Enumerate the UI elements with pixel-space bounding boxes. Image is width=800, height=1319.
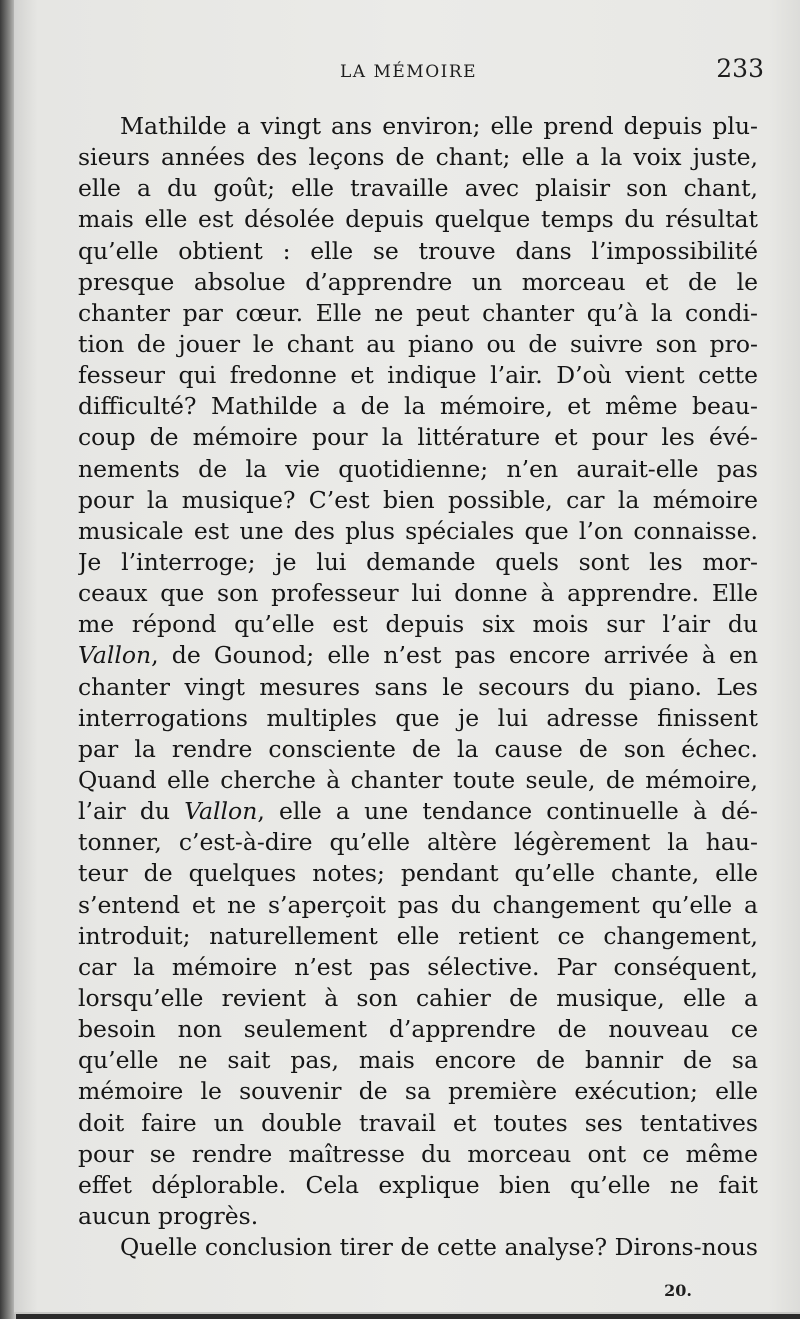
text-line: sieurs années des leçons de chant; elle a la voix juste, [78, 143, 758, 172]
text-line: interrogations multiples que je lui adresse finissent [78, 703, 758, 732]
text-line: par la rendre consciente de la cause de son échec. [78, 734, 758, 763]
work-title: Vallon [184, 797, 258, 826]
text-line: nements de la vie quotidienne; n’en aurait-elle pas [78, 454, 758, 483]
text-line: Vallon, de Gounod; elle n’est pas encore arrivée à en [78, 641, 758, 670]
running-title: LA MÉMOIRE [340, 62, 478, 82]
text-line: musicale est une des plus spéciales que l’on connaisse. [78, 516, 758, 545]
text-line: elle a du goût; elle travaille avec plaisir son chant, [78, 174, 758, 203]
text-line: presque absolue d’apprendre un morceau et de le [78, 267, 758, 296]
text-line: mais elle est désolée depuis quelque temps du résultat [78, 205, 758, 234]
text-line: Mathilde a vingt ans environ; elle prend depuis plu- [120, 112, 758, 140]
text-line: effet déplorable. Cela explique bien qu’elle ne fait [78, 1170, 758, 1199]
text-line: fesseur qui fredonne et indique l’air. D’où vient cette [78, 361, 758, 390]
page-number: 233 [716, 54, 764, 83]
text-line: car la mémoire n’est pas sélective. Par conséquent, [78, 952, 758, 981]
text-line: pour se rendre maîtresse du morceau ont ce même [78, 1139, 758, 1168]
page-header [14, 52, 800, 92]
text-line: introduit; naturellement elle retient ce changement, [78, 921, 758, 950]
text-line: s’entend et ne s’aperçoit pas du changement qu’elle a [78, 890, 758, 919]
text-line: l’air du Vallon, elle a une tendance continuelle à dé- [78, 797, 758, 826]
text-line: Quelle conclusion tirer de cette analyse? Dirons-nous [120, 1233, 758, 1262]
text-line: chanter vingt mesures sans le secours du piano. Les [78, 672, 758, 701]
text-line: coup de mémoire pour la littérature et pour les évé- [78, 423, 758, 452]
signature-mark: 20. [664, 1281, 692, 1300]
text-line: qu’elle ne sait pas, mais encore de bannir de sa [78, 1046, 758, 1075]
text-line: doit faire un double travail et toutes ses tentatives [78, 1108, 758, 1137]
text-line: me répond qu’elle est depuis six mois sur l’air du [78, 610, 758, 639]
body-text [78, 111, 758, 1263]
book-page [14, 0, 800, 1314]
work-title: Vallon [78, 641, 152, 670]
text-line: qu’elle obtient : elle se trouve dans l’impossibilité [78, 236, 758, 265]
text-line: mémoire le souvenir de sa première exécution; elle [78, 1077, 758, 1106]
text-line: besoin non seulement d’apprendre de nouveau ce [78, 1015, 758, 1044]
text-line: Je l’interroge; je lui demande quels sont les mor- [78, 547, 758, 576]
text-line: teur de quelques notes; pendant qu’elle chante, elle [78, 859, 758, 888]
text-line: pour la musique? C’est bien possible, car la mémoire [78, 485, 758, 514]
text-line: ceaux que son professeur lui donne à apprendre. Elle [78, 579, 758, 608]
text-line: chanter par cœur. Elle ne peut chanter qu’à la condi- [78, 298, 758, 327]
text-line: tion de jouer le chant au piano ou de suivre son pro- [78, 329, 758, 358]
text-line: Quand elle cherche à chanter toute seule, de mémoire, [78, 765, 758, 794]
text-line: lorsqu’elle revient à son cahier de musique, elle a [78, 983, 758, 1012]
text-line: difficulté? Mathilde a de la mémoire, et même beau- [78, 392, 758, 421]
text-line: tonner, c’est-à-dire qu’elle altère légèrement la hau- [78, 828, 758, 857]
paragraph-end-line: aucun progrès. [78, 1201, 259, 1230]
